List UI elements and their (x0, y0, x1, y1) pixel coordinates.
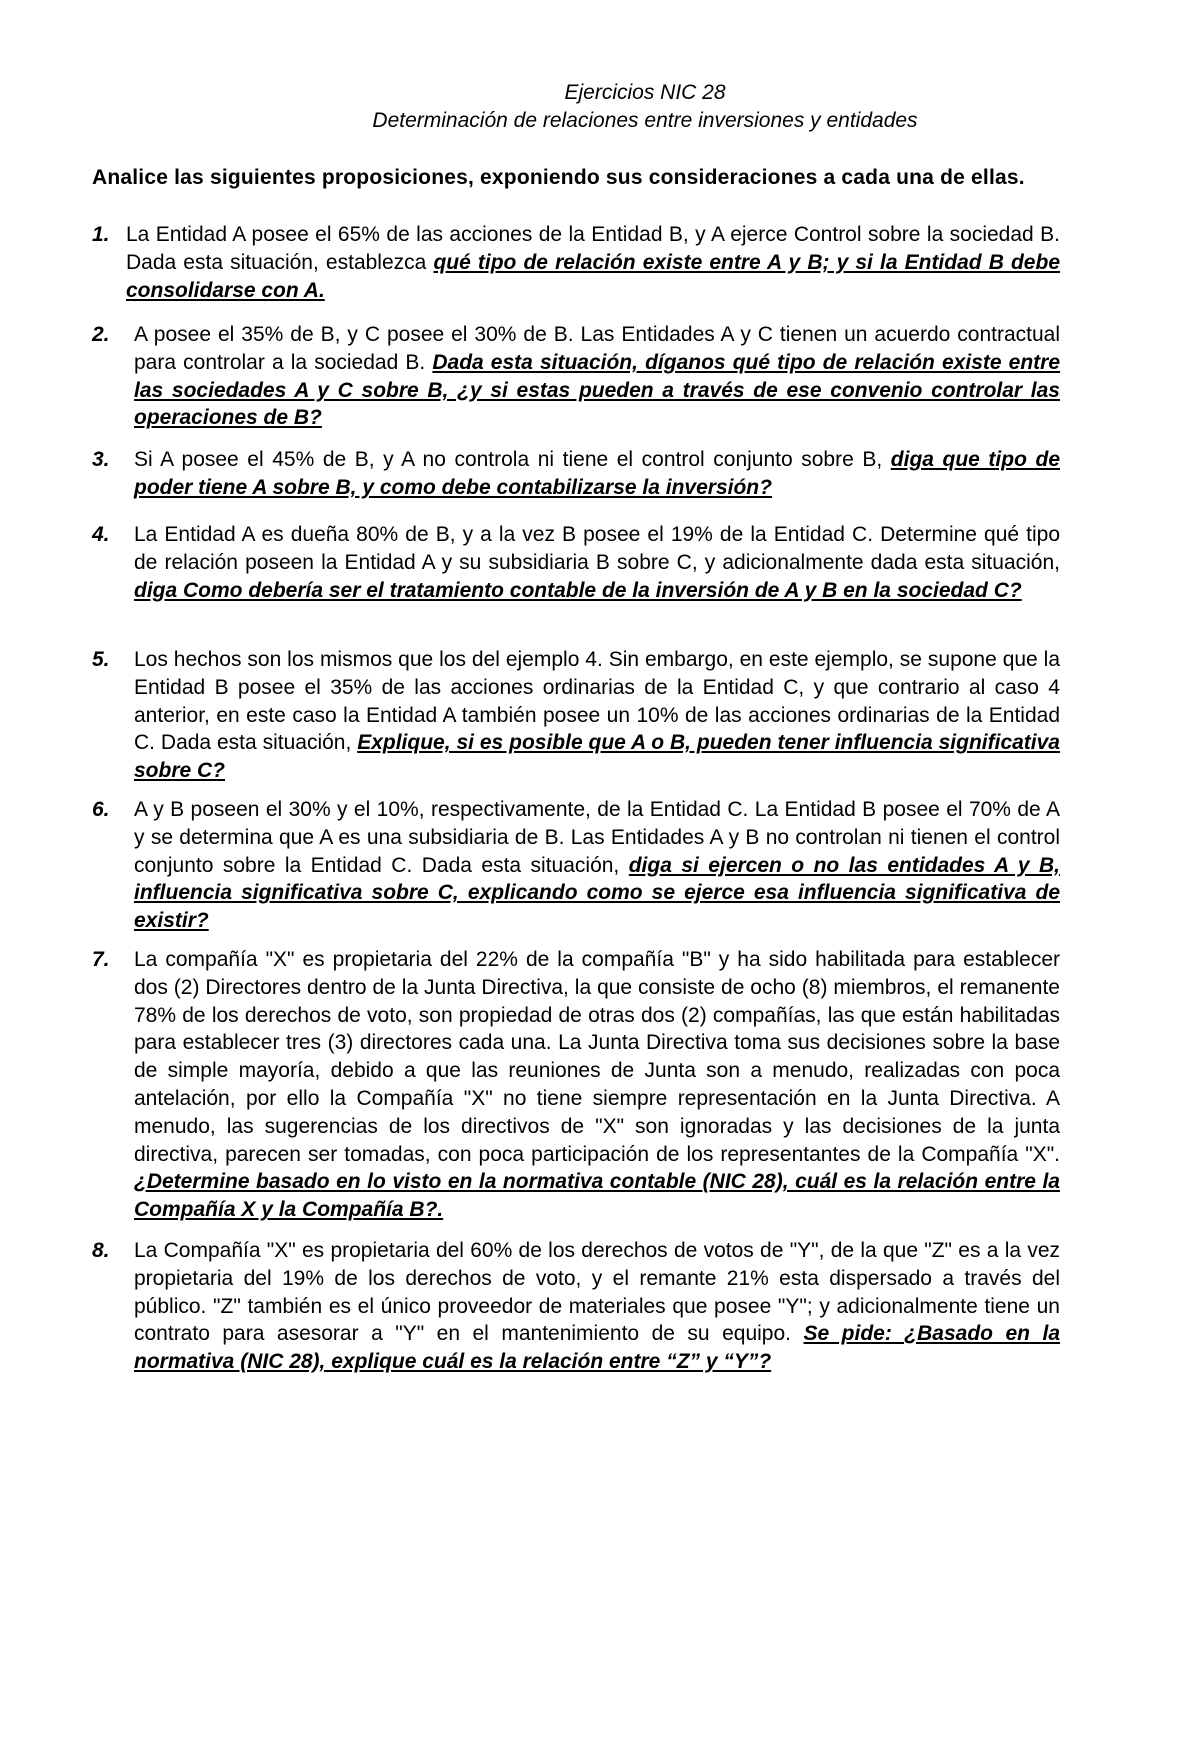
exercise-number: 3. (92, 448, 110, 471)
exercise-text: La compañía "X" es propietaria del 22% de la compañía "B" y ha sido habilitada para establecer dos (2) Directores dentro de la Junta Directiva, la que consiste de ocho (8) miembros, el remanente 78% de los derechos de voto, son propiedad de otras dos (2) compañías, las que están habilitadas para establecer tres (3) directores cada una. La Junta Directiva toma sus decisiones sobre la base de simple mayoría, debido a que las reuniones de Junta son a menudo, realizadas con poca antelación, por ello la Compañía "X" no tiene siempre representación en la Junta Directiva. A menudo, las sugerencias de los directivos de "X" son ignoradas y las decisiones de la junta directiva, parecen ser tomadas, con poca participación de los representantes de la Compañía "X". (134, 948, 1060, 1166)
exercise-number: 8. (92, 1239, 110, 1262)
exercise-question: diga si ejercen o no las entidades A y B, influencia significativa sobre C, explicando como se ejerce esa influencia significativa de existir? (134, 853, 1060, 933)
exercise-item-2 (92, 321, 1060, 432)
exercise-text: La Entidad A es dueña 80% de B, y a la vez B posee el 19% de la Entidad C. Determine qué tipo de relación poseen la Entidad A y su subsidiaria B sobre C, y adicionalmente dada esta situación, (134, 523, 1060, 574)
exercise-question: Dada esta situación, díganos qué tipo de relación existe entre las sociedades A y C sobre B, ¿y si estas pueden a través de ese convenio controlar las operaciones de B? (134, 350, 1061, 430)
exercise-number: 4. (92, 523, 110, 546)
exercise-question: diga que tipo de poder tiene A sobre B, y como debe contabilizarse la inversión? (134, 448, 1060, 499)
exercise-text: A y B poseen el 30% y el 10%, respectivamente, de la Entidad C. La Entidad B posee el 70% de A y se determina que A es una subsidiaria de B. Las Entidades A y B no controlan ni tienen el control conjunto sobre la Entidad C. Dada esta situación, (134, 798, 1060, 877)
exercise-body (134, 796, 1060, 935)
exercise-number: 1. (92, 223, 110, 246)
exercise-item-3 (92, 446, 1060, 502)
exercise-text: La Compañía "X" es propietaria del 60% de los derechos de votos de "Y", de la que "Z" es a la vez propietaria del 19% de los derechos de voto, y el remante 21% esta dispersado a través del público. "Z" también es el único proveedor de materiales que posee "Y"; y adicionalmente tiene un contrato para asesorar a "Y" en el mantenimiento de su equipo. (134, 1239, 1060, 1346)
exercise-body (134, 646, 1060, 785)
exercise-question: Se pide: ¿Basado en la normativa (NIC 28), explique cuál es la relación entre “Z” y “Y”? (134, 1322, 1060, 1374)
exercise-number: 5. (92, 648, 110, 671)
document-subtitle: Determinación de relaciones entre inversiones y entidades (372, 109, 918, 132)
exercise-body (134, 446, 1060, 502)
exercise-body (134, 321, 1060, 432)
exercise-question: ¿Determine basado en lo visto en la normativa contable (NIC 28), cuál es la relación entre la Compañía X y la Compañía B?. (134, 1170, 1060, 1222)
exercise-body (134, 1237, 1060, 1376)
exercise-body (134, 521, 1060, 604)
exercise-body (134, 946, 1060, 1224)
exercise-question: qué tipo de relación existe entre A y B; y si la Entidad B debe consolidarse con A. (126, 250, 1060, 302)
exercise-item-4 (92, 521, 1060, 604)
exercise-question: diga Como debería ser el tratamiento contable de la inversión de A y B en la sociedad C? (134, 578, 1022, 602)
exercise-number: 2. (92, 323, 110, 346)
exercise-item-6 (92, 796, 1060, 935)
exercise-item-5 (92, 646, 1060, 785)
exercise-text: Si A posee el 45% de B, y A no controla ni tiene el control conjunto sobre B, (134, 448, 891, 471)
exercise-text: La Entidad A posee el 65% de las acciones de la Entidad B, y A ejerce Control sobre la sociedad B. Dada esta situación, establezca (126, 223, 1060, 274)
exercise-item-8 (92, 1237, 1060, 1376)
document-title: Ejercicios NIC 28 (564, 81, 726, 104)
exercise-item-1 (92, 221, 1060, 304)
exercise-text: A posee el 35% de B, y C posee el 30% de B. Las Entidades A y C tienen un acuerdo contractual para controlar a la sociedad B. (134, 323, 1060, 374)
exercise-item-7 (92, 946, 1060, 1224)
exercise-question: Explique, si es posible que A o B, pueden tener influencia significativa sobre C? (134, 731, 1060, 783)
exercise-text: Los hechos son los mismos que los del ejemplo 4. Sin embargo, en este ejemplo, se supone que la Entidad B posee el 35% de las acciones ordinarias de la Entidad C, y que contrario al caso 4 anterior, en este caso la Entidad A también posee un 10% de las acciones ordinarias de la Entidad C. Dada esta situación, (134, 648, 1060, 755)
exercise-number: 7. (92, 948, 110, 971)
exercise-number: 6. (92, 798, 110, 821)
intro-instructions: Analice las siguientes proposiciones, exponiendo sus consideraciones a cada una de ellas. (92, 166, 1025, 189)
exercise-body (126, 221, 1060, 304)
